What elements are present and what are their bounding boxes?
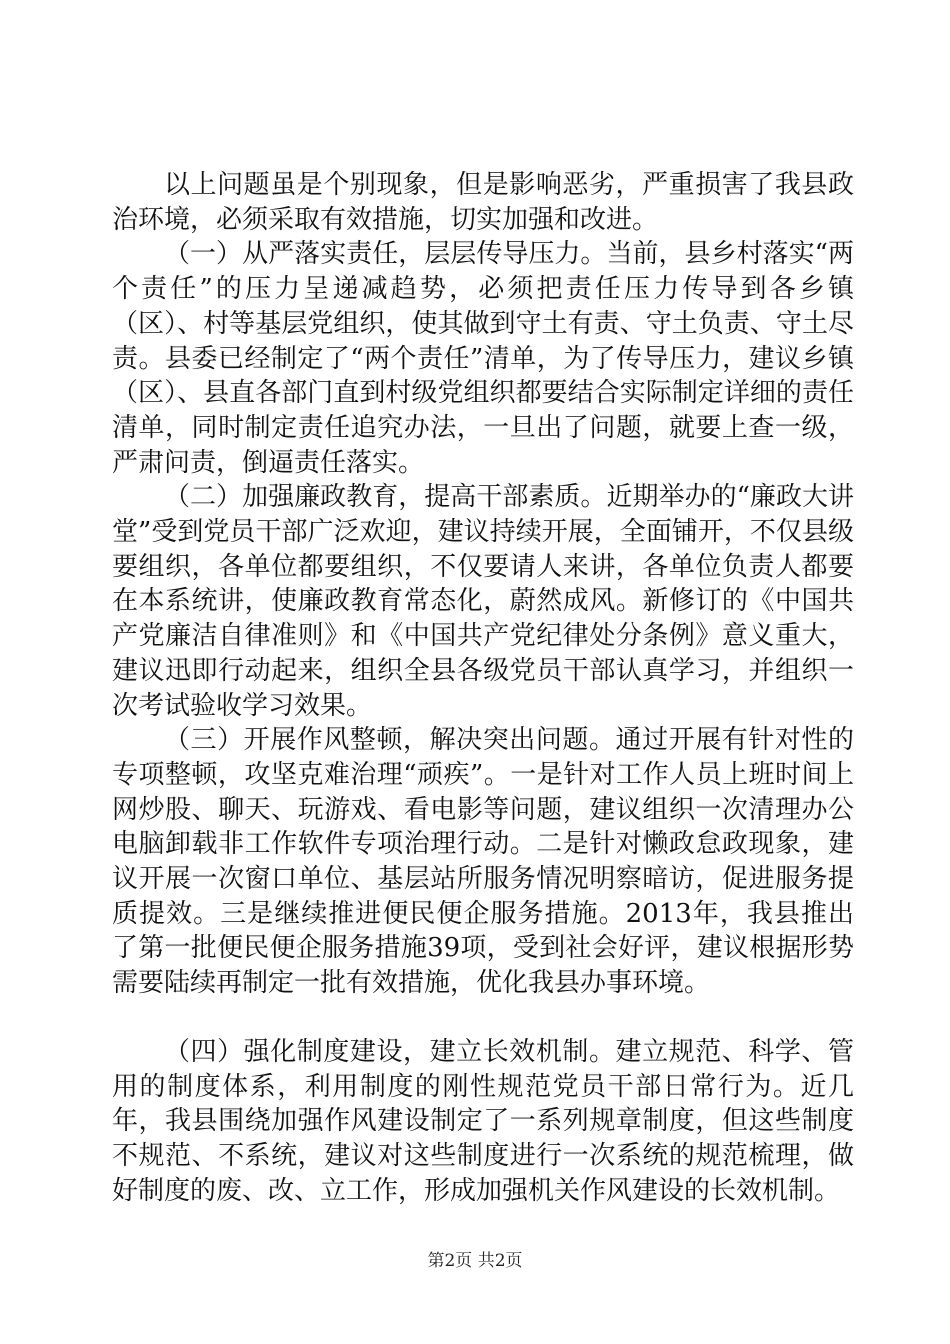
paragraph-section-4: （四）强化制度建设，建立长效机制。建立规范、科学、管用的制度体系，利用制度的刚性规范党员干部日常行为。近几年，我县围绕加强作风建设制定了一系列规章制度，但这些制度不规范、不系统，建议对这些制度进行一次系统的规范梳理，做好制度的废、改、立工作，形成加强机关作风建设的长效机制。 [112, 1036, 854, 1206]
paragraph-section-3: （三）开展作风整顿，解决突出问题。通过开展有针对性的专项整顿，攻坚克难治理“顽疾”。一是针对工作人员上班时间上网炒股、聊天、玩游戏、看电影等问题，建议组织一次清理办公电脑卸载非工作软件专项治理行动。二是针对懒政怠政现象，建议开展一次窗口单位、基层站所服务情况明察暗访，促进服务提质提效。三是继续推进便民便企服务措施。2013年，我县推出了第一批便民便企服务措施39项，受到社会好评，建议根据形势需要陆续再制定一批有效措施，优化我县办事环境。 [112, 725, 854, 999]
paragraph-intro: 以上问题虽是个别现象，但是影响恶劣，严重损害了我县政治环境，必须采取有效措施，切实加强和改进。 [112, 170, 854, 235]
paragraph-section-2: （二）加强廉政教育，提高干部素质。近期举办的“廉政大讲堂”受到党员干部广泛欢迎，建议持续开展，全面铺开，不仅县级要组织，各单位都要组织，不仅要请人来讲，各单位负责人都要在本系统讲，使廉政教育常态化，蔚然成风。新修订的《中国共产党廉洁自律准则》和《中国共产党纪律处分条例》意义重大，建议迅即行动起来，组织全县各级党员干部认真学习，并组织一次考试验收学习效果。 [112, 482, 854, 721]
paragraph-section-1: （一）从严落实责任，层层传导压力。当前，县乡村落实“两个责任”的压力呈递减趋势，必须把责任压力传导到各乡镇（区）、村等基层党组织，使其做到守土有责、守土负责、守土尽责。县委已经制定了“两个责任”清单，为了传导压力，建议乡镇（区）、县直各部门直到村级党组织都要结合实际制定详细的责任清单，同时制定责任追究办法，一旦出了问题，就要上查一级，严肃问责，倒逼责任落实。 [112, 239, 854, 478]
page-number-footer: 第2页 共2页 [427, 1251, 523, 1271]
document-body [112, 168, 854, 1208]
